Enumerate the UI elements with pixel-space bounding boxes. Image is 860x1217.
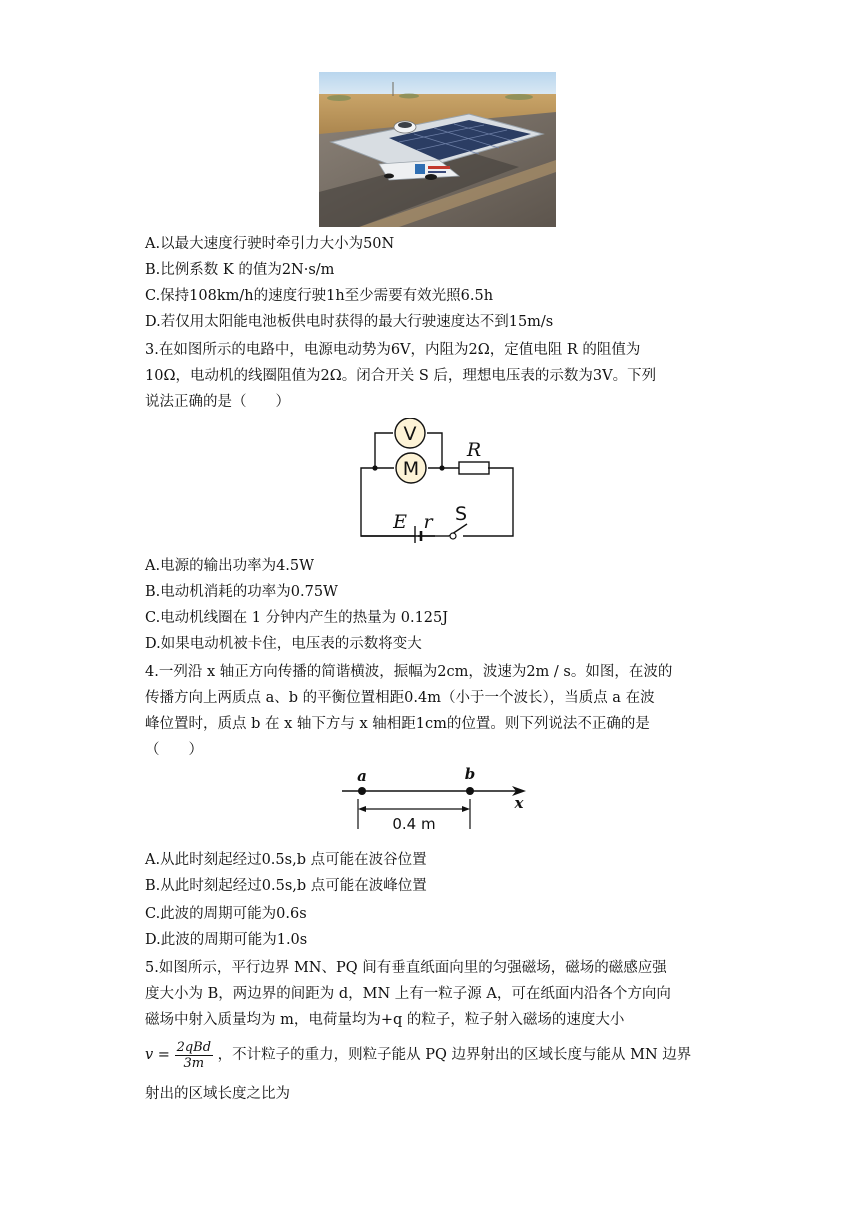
q4-stem-line3: 峰位置时，质点 b 在 x 轴下方与 x 轴相距1cm的位置。则下列说法不正确的是 [145,716,650,732]
velocity-fraction [175,1040,213,1071]
q4-stem-line1: 4.一列沿 x 轴正方向传播的简谐横波，振幅为2cm，波速为2m / s。如图，在波的 [145,664,673,680]
q4-option-b: B.从此时刻起经过0.5s,b 点可能在波峰位置 [145,878,427,894]
switch-label: S [454,503,468,525]
point-b [466,787,474,795]
q4-option-a: A.从此时刻起经过0.5s,b 点可能在波谷位置 [145,852,427,868]
distance-label: 0.4 m [392,815,436,833]
point-b-label: b [464,765,476,783]
velocity-symbol: v = [145,1047,170,1063]
q3-stem-line1: 3.在如图所示的电路中，电源电动势为6V，内阻为2Ω，定值电阻 R 的阻值为 [145,342,641,358]
point-a-label: a [357,767,367,785]
q3-option-a: A.电源的输出功率为4.5W [145,558,315,574]
q5-stem-line4-rest: ，不计粒子的重力，则粒子能从 PQ 边界射出的区域长度与能从 MN 边界 [217,1047,692,1063]
q5-stem-line2: 度大小为 B，两边界的间距为 d，MN 上有一粒子源 A，可在纸面内沿各个方向向 [145,986,671,1002]
q2-option-c: C.保持108km/h的速度行驶1h至少需要有效光照6.5h [145,288,494,304]
q4-option-c: C.此波的周期可能为0.6s [145,906,307,922]
velocity-denominator: 3m [183,1055,205,1071]
point-a [358,787,366,795]
q5-stem-line1: 5.如图所示，平行边界 MN、PQ 间有垂直纸面向里的匀强磁场，磁场的磁感应强 [145,960,667,976]
solar-car-photo [319,72,556,227]
q5-stem-line3: 磁场中射入质量均为 m，电荷量均为+q 的粒子，粒子射入磁场的速度大小 [145,1012,625,1028]
q2-option-d: D.若仅用太阳能电池板供电时获得的最大行驶速度达不到15m/s [145,314,554,330]
q2-option-b: B.比例系数 K 的值为2N·s/m [145,262,335,278]
velocity-numerator: 2qBd [176,1039,212,1055]
q5-stem-line4 [145,1036,691,1074]
q4-option-d: D.此波的周期可能为1.0s [145,932,308,948]
motor-label: M [402,458,420,480]
q3-option-b: B.电动机消耗的功率为0.75W [145,584,338,600]
resistor-label: R [466,439,482,461]
solar-car-image [319,72,556,227]
internal-resistance-label: r [423,511,433,533]
q3-circuit-diagram [355,418,525,543]
x-axis-label: x [514,794,524,812]
q4-stem-line4: （ ） [145,742,203,758]
q3-option-c: C.电动机线圈在 1 分钟内产生的热量为 0.125J [145,610,449,626]
q3-option-d: D.如果电动机被卡住，电压表的示数将变大 [145,636,422,652]
q5-stem-line5: 射出的区域长度之比为 [145,1086,290,1102]
voltmeter-label: V [403,423,417,445]
q4-stem-line2: 传播方向上两质点 a、b 的平衡位置相距0.4m（小于一个波长），当质点 a 在波 [145,690,655,706]
emf-label: E [393,511,407,533]
q4-wave-diagram [338,765,538,835]
q3-stem-line2: 10Ω，电动机的线圈阻值为2Ω。闭合开关 S 后，理想电压表的示数为3V。下列 [145,368,657,384]
q2-option-a: A.以最大速度行驶时牵引力大小为50N [145,236,395,252]
q3-stem-line3: 说法正确的是（ ） [145,394,290,410]
